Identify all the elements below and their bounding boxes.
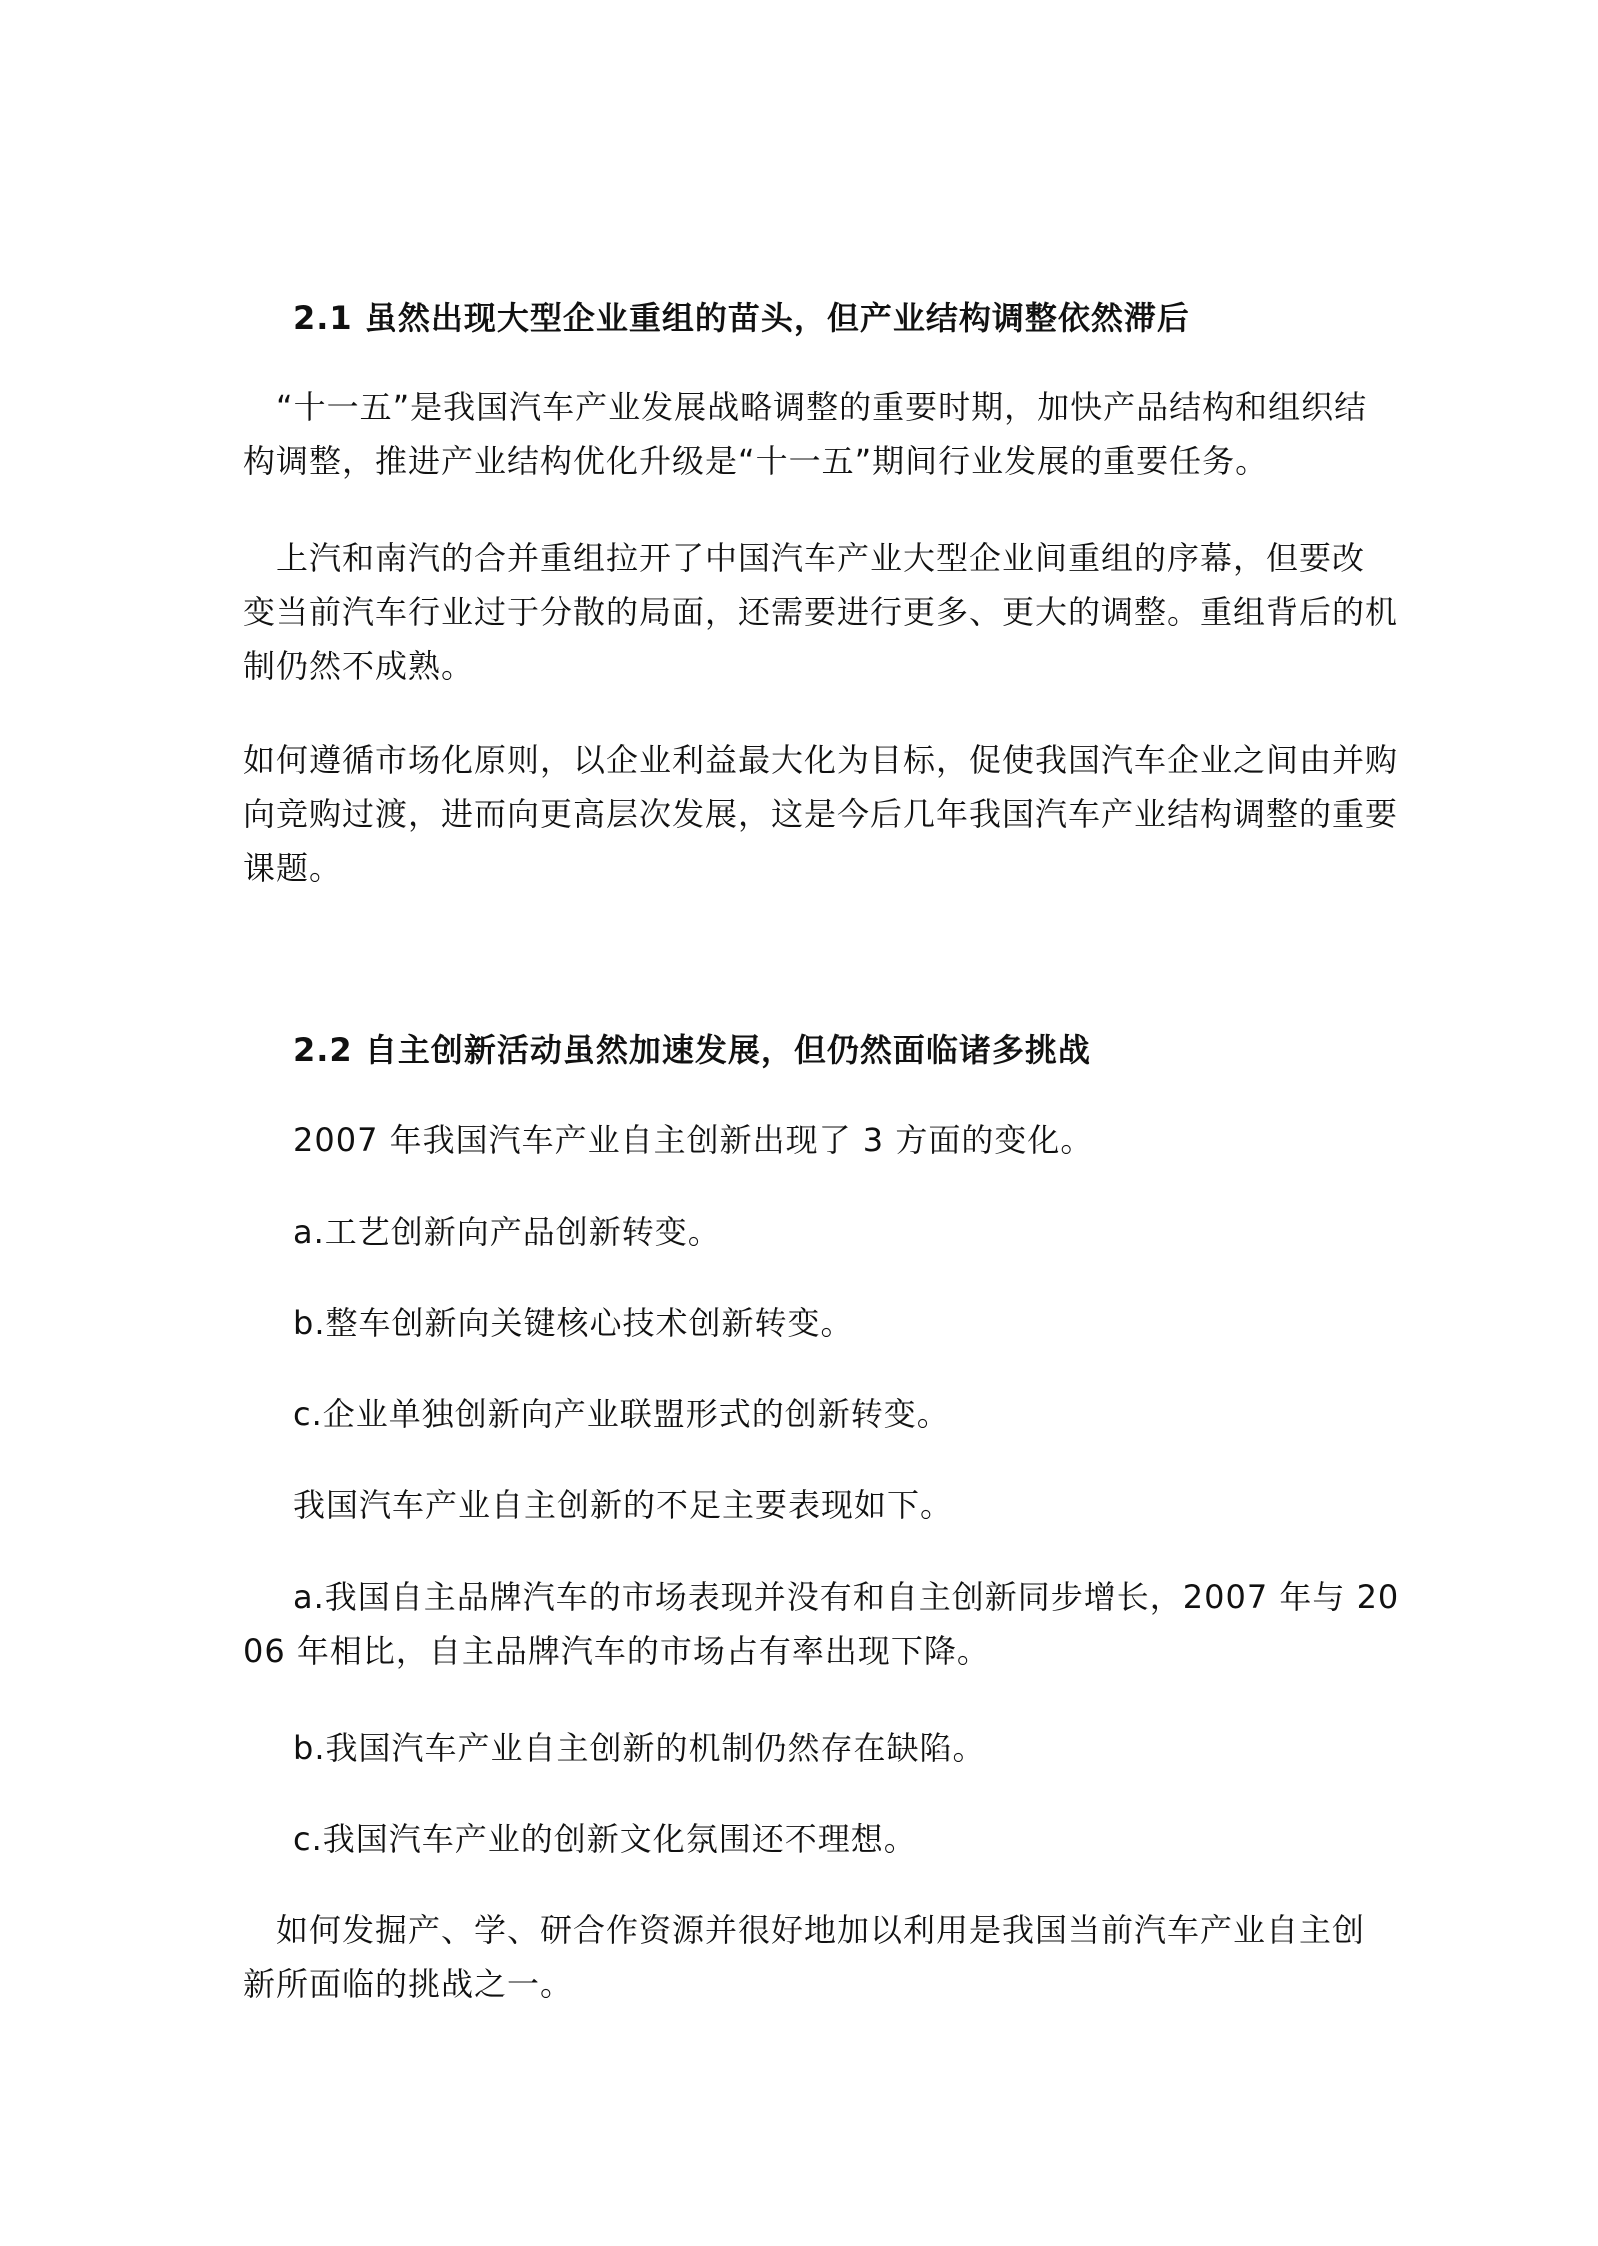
- section-21-heading: 2.1 虽然出现大型企业重组的苗头，但产业结构调整依然滞后: [293, 299, 1190, 337]
- paragraph-line: 构调整，推进产业结构优化升级是“十一五”期间行业发展的重要任务。: [243, 442, 1269, 480]
- section-22-paragraph-7: b.我国汽车产业自主创新的机制仍然存在缺陷。: [293, 1729, 986, 1767]
- paragraph-line: 如何发掘产、学、研合作资源并很好地加以利用是我国当前汽车产业自主创: [243, 1911, 1366, 1949]
- paragraph-line: 新所面临的挑战之一。: [243, 1965, 574, 2003]
- section-21-paragraph-1: [243, 380, 1368, 488]
- section-22-heading: 2.2 自主创新活动虽然加速发展，但仍然面临诸多挑战: [293, 1031, 1091, 1069]
- paragraph-line: a.我国自主品牌汽车的市场表现并没有和自主创新同步增长，2007 年与 20: [293, 1578, 1400, 1616]
- paragraph-line: 制仍然不成熟。: [243, 647, 475, 685]
- section-21-paragraph-3: [243, 733, 1399, 895]
- paragraph-line: “十一五”是我国汽车产业发展战略调整的重要时期，加快产品结构和组织结: [243, 388, 1368, 426]
- section-22-paragraph-6: [243, 1570, 1400, 1678]
- section-21-paragraph-2: [243, 531, 1399, 693]
- paragraph-line: 上汽和南汽的合并重组拉开了中国汽车产业大型企业间重组的序幕，但要改: [243, 539, 1366, 577]
- section-22-paragraph-5: 我国汽车产业自主创新的不足主要表现如下。: [293, 1486, 954, 1524]
- section-22-paragraph-2: a.工艺创新向产品创新转变。: [293, 1213, 721, 1251]
- paragraph-line: 如何遵循市场化原则，以企业利益最大化为目标，促使我国汽车企业之间由并购: [243, 741, 1399, 779]
- section-22-paragraph-9: [243, 1903, 1366, 2011]
- section-22-paragraph-1: 2007 年我国汽车产业自主创新出现了 3 方面的变化。: [293, 1121, 1094, 1159]
- section-22-paragraph-4: c.企业单独创新向产业联盟形式的创新转变。: [293, 1395, 950, 1433]
- paragraph-line: 课题。: [243, 849, 343, 887]
- paragraph-line: 向竞购过渡，进而向更高层次发展，这是今后几年我国汽车产业结构调整的重要: [243, 795, 1399, 833]
- section-22-paragraph-3: b.整车创新向关键核心技术创新转变。: [293, 1304, 854, 1342]
- paragraph-line: 06 年相比，自主品牌汽车的市场占有率出现下降。: [243, 1632, 990, 1670]
- section-22-paragraph-8: c.我国汽车产业的创新文化氛围还不理想。: [293, 1820, 917, 1858]
- paragraph-line: 变当前汽车行业过于分散的局面，还需要进行更多、更大的调整。重组背后的机: [243, 593, 1399, 631]
